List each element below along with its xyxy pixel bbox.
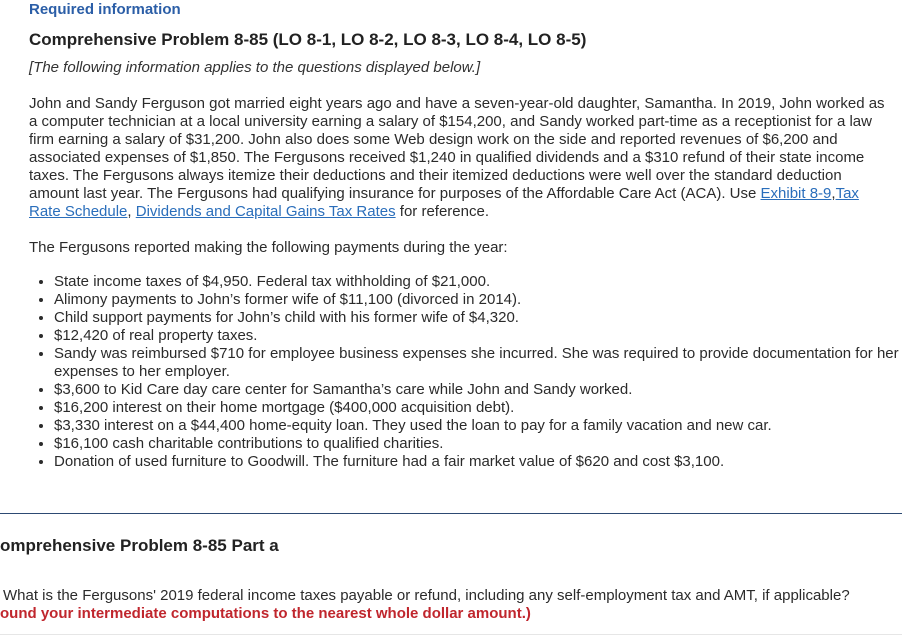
list-item: • Sandy was reimbursed $710 for employee business expenses she incurred. She was required to provide documentation for her expenses to her employer. [54, 345, 902, 381]
list-item: • State income taxes of $4,950. Federal tax withholding of $21,000. [54, 273, 902, 291]
scenario-paragraph [29, 95, 891, 221]
payments-list [29, 273, 902, 471]
list-item: • $16,200 interest on their home mortgage ($400,000 acquisition debt). [54, 399, 902, 417]
list-item: • $12,420 of real property taxes. [54, 327, 902, 345]
tax-rate-schedule-link[interactable]: Tax Rate Schedule [29, 185, 859, 220]
link-separator: , [127, 203, 136, 220]
exhibit-8-9-link[interactable]: Exhibit 8-9 [760, 185, 832, 202]
list-item: • Donation of used furniture to Goodwill. The furniture had a fair market value of $620 and cost $3,100. [54, 453, 902, 471]
list-item: • Child support payments for John’s child with his former wife of $4,320. [54, 309, 902, 327]
list-item: • Alimony payments to John’s former wife of $11,100 (divorced in 2014). [54, 291, 902, 309]
part-title: omprehensive Problem 8-85 Part a [0, 536, 279, 555]
section-divider [0, 513, 902, 514]
rounding-instruction: ound your intermediate computations to the nearest whole dollar amount.) [0, 605, 531, 622]
payments-intro: The Fergusons reported making the following payments during the year: [29, 239, 508, 256]
list-item: • $16,100 cash charitable contributions to qualified charities. [54, 435, 902, 453]
required-information-label: Required information [29, 1, 181, 18]
question-text: What is the Fergusons' 2019 federal income taxes payable or refund, including any self-employment tax and AMT, if applicable? [3, 587, 850, 604]
scenario-tail: for reference. [395, 203, 490, 220]
bottom-divider [0, 634, 902, 635]
info-note: [The following information applies to the questions displayed below.] [29, 59, 481, 76]
list-item: • $3,600 to Kid Care day care center for Samantha’s care while John and Sandy worked. [54, 381, 902, 399]
scenario-text: John and Sandy Ferguson got married eight years ago and have a seven-year-old daughter, Samantha. In 2019, John worked as a computer technician at a local university earning a salary of $154,200, and Sandy worked part-time as a receptionist for a law firm earning a salary of $31,200. John also does some Web design work on the side and reported revenues of $6,200 and associated expenses of $1,850. The Fergusons received $1,240 in qualified dividends and a $310 refund of their state income taxes. The Fergusons always itemize their deductions and their itemized deductions were well over the standard deduction amount last year. The Fergusons had qualifying insurance for purposes of the Affordable Care Act (ACA). Use [29, 95, 885, 202]
dividends-capital-gains-link[interactable]: Dividends and Capital Gains Tax Rates [135, 203, 396, 220]
list-item: • $3,330 interest on a $44,400 home-equity loan. They used the loan to pay for a family vacation and new car. [54, 417, 902, 435]
problem-title: Comprehensive Problem 8-85 (LO 8-1, LO 8-2, LO 8-3, LO 8-4, LO 8-5) [29, 30, 587, 49]
link-separator: , [831, 185, 836, 202]
